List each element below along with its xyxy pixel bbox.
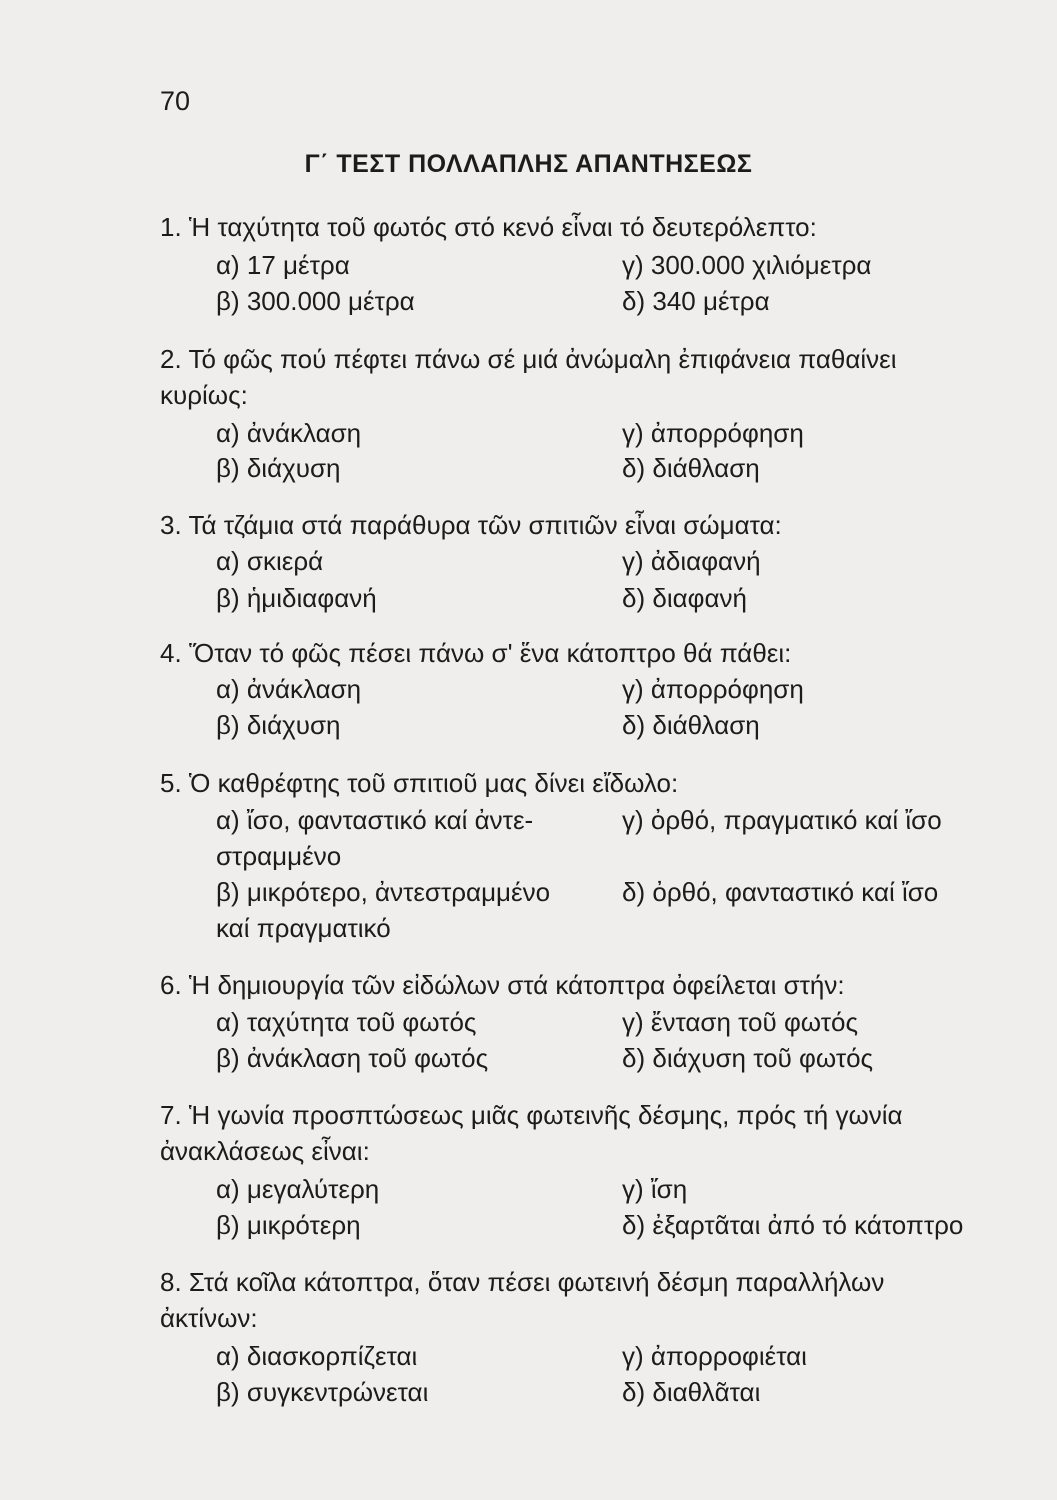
question-5-option-g: γ) ὀρθό, πραγματικό καί ἴσο [622,805,942,835]
question-3-option-d: δ) διαφανή [622,583,747,613]
question-7-stem-cont: ἀνακλάσεως εἶναι: [160,1136,370,1166]
question-8-option-a: α) διασκορπίζεται [216,1341,418,1371]
question-2-option-a: α) ἀνάκλαση [216,418,362,448]
question-6-stem: 6. Ἡ δημιουργία τῶν εἰδώλων στά κάτοπτρα ὀφείλεται στήν: [160,970,845,1000]
question-1-option-g: γ) 300.000 χιλιόμετρα [622,250,872,280]
question-1-stem: 1. Ἡ ταχύτητα τοῦ φωτός στό κενό εἶναι τό δευτερόλεπτο: [160,212,817,242]
question-2-stem-cont: κυρίως: [160,380,248,410]
question-8-option-b: β) συγκεντρώνεται [216,1377,429,1407]
question-5-option-b: β) μικρότερο, ἀντεστραμμένο [216,877,551,907]
question-5-stem: 5. Ὁ καθρέφτης τοῦ σπιτιοῦ μας δίνει εἴδωλο: [160,768,679,798]
question-8-stem-cont: ἀκτίνων: [160,1303,258,1333]
question-7-option-b: β) μικρότερη [216,1210,361,1240]
question-1-option-d: δ) 340 μέτρα [622,286,770,316]
page-number: 70 [160,86,191,116]
question-1-option-a: α) 17 μέτρα [216,250,350,280]
question-5-option-d: δ) ὀρθό, φανταστικό καί ἴσο [622,877,939,907]
question-7-stem: 7. Ἡ γωνία προσπτώσεως μιᾶς φωτεινῆς δέσμης, πρός τή γωνία [160,1100,903,1130]
question-2-option-b: β) διάχυση [216,453,341,483]
question-3-stem: 3. Τά τζάμια στά παράθυρα τῶν σπιτιῶν εἶναι σώματα: [160,510,782,540]
question-8-option-g: γ) ἀπορροφιέται [622,1341,807,1371]
question-4-option-a: α) ἀνάκλαση [216,674,362,704]
question-3-option-b: β) ἡμιδιαφανή [216,583,377,613]
question-2-option-g: γ) ἀπορρόφηση [622,418,804,448]
question-6-option-b: β) ἀνάκλαση τοῦ φωτός [216,1043,489,1073]
page-title: Γ΄ ΤΕΣΤ ΠΟΛΛΑΠΛΗΣ ΑΠΑΝΤΗΣΕΩΣ [304,150,753,178]
question-1-option-b: β) 300.000 μέτρα [216,286,415,316]
question-7-option-a: α) μεγαλύτερη [216,1174,380,1204]
question-7-option-g: γ) ἴση [622,1174,688,1204]
question-7-option-d: δ) ἐξαρτᾶται ἀπό τό κάτοπτρο [622,1210,964,1240]
question-2-option-d: δ) διάθλαση [622,453,760,483]
question-4-option-d: δ) διάθλαση [622,710,760,740]
question-4-option-b: β) διάχυση [216,710,341,740]
question-6-option-g: γ) ἔνταση τοῦ φωτός [622,1007,858,1037]
question-3-option-a: α) σκιερά [216,546,324,576]
question-2-stem: 2. Τό φῶς πού πέφτει πάνω σέ μιά ἀνώμαλη ἐπιφάνεια παθαίνει [160,344,897,374]
question-5-option-a: α) ἴσο, φανταστικό καί ἀντε- [216,805,534,835]
question-5-option-a-cont: στραμμένο [216,841,342,871]
question-6-option-d: δ) διάχυση τοῦ φωτός [622,1043,874,1073]
question-4-option-g: γ) ἀπορρόφηση [622,674,804,704]
question-3-option-g: γ) ἀδιαφανή [622,546,761,576]
question-5-option-b-cont: καί πραγματικό [216,913,391,943]
question-4-stem: 4. Ὅταν τό φῶς πέσει πάνω σ' ἕνα κάτοπτρο θά πάθει: [160,638,792,668]
question-6-option-a: α) ταχύτητα τοῦ φωτός [216,1007,477,1037]
question-8-stem: 8. Στά κοῖλα κάτοπτρα, ὅταν πέσει φωτεινή δέσμη παραλλήλων [160,1267,885,1297]
question-8-option-d: δ) διαθλᾶται [622,1377,761,1407]
